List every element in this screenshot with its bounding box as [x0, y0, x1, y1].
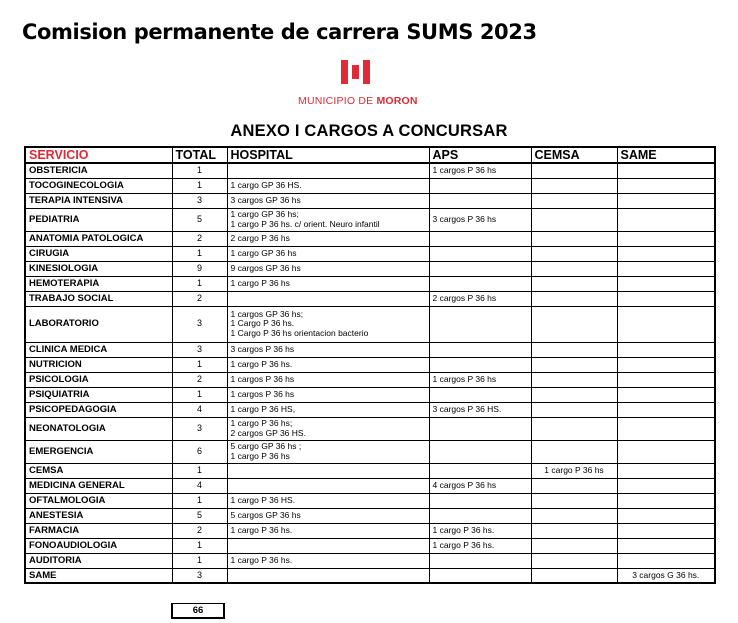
aps-cell — [429, 276, 531, 291]
hospital-cell — [227, 306, 429, 342]
cemsa-cell — [531, 208, 617, 231]
hospital-cell — [227, 372, 429, 387]
table-header-row — [25, 147, 715, 163]
table-row — [25, 402, 715, 417]
servicio-cell: PEDIATRIA — [25, 208, 172, 231]
hospital-cell — [227, 493, 429, 508]
total-cell: 1 — [172, 387, 227, 402]
logo-caption — [298, 95, 418, 107]
hospital-cell — [227, 417, 429, 440]
total-cell: 3 — [172, 306, 227, 342]
same-cell — [617, 342, 715, 357]
same-cell — [617, 208, 715, 231]
total-cell: 3 — [172, 417, 227, 440]
table-row — [25, 508, 715, 523]
total-cell: 1 — [172, 178, 227, 193]
aps-cell: 4 cargos P 36 hs — [429, 478, 531, 493]
aps-cell: 1 cargos P 36 hs — [429, 163, 531, 178]
aps-cell — [429, 568, 531, 583]
hospital-line: 1 cargo P 36 HS. — [230, 494, 296, 505]
hospital-line: 1 cargos P 36 hs — [230, 373, 295, 384]
aps-cell: 3 cargos P 36 hs — [429, 208, 531, 231]
hospital-cell — [227, 246, 429, 261]
same-cell — [617, 478, 715, 493]
hospital-cell — [227, 463, 429, 478]
hospital-cell — [227, 523, 429, 538]
hospital-line: 1 cargo P 36 hs. — [230, 358, 293, 369]
same-cell — [617, 276, 715, 291]
servicio-cell: CIRUGIA — [25, 246, 172, 261]
same-cell — [617, 372, 715, 387]
table-row — [25, 261, 715, 276]
table-row — [25, 463, 715, 478]
total-cell: 2 — [172, 523, 227, 538]
servicio-cell: NEONATOLOGIA — [25, 417, 172, 440]
table-row — [25, 493, 715, 508]
hospital-line: 1 cargo P 36 hs. — [230, 554, 293, 565]
same-cell — [617, 440, 715, 463]
table-row — [25, 208, 715, 231]
hospital-line: 1 cargo GP 36 hs — [230, 247, 297, 258]
hospital-line: 1 cargos P 36 hs — [230, 388, 295, 399]
total-cell: 1 — [172, 357, 227, 372]
servicio-cell: FARMACIA — [25, 523, 172, 538]
table-row — [25, 178, 715, 193]
table-row — [25, 553, 715, 568]
hospital-line: 5 cargos GP 36 hs — [230, 509, 301, 520]
total-cell: 2 — [172, 291, 227, 306]
total-cell: 2 — [172, 372, 227, 387]
table-row — [25, 538, 715, 553]
aps-cell: 1 cargo P 36 hs. — [429, 538, 531, 553]
hospital-cell — [227, 231, 429, 246]
table-row — [25, 231, 715, 246]
hospital-line: 3 cargos GP 36 hs — [230, 194, 301, 205]
servicio-cell: EMERGENCIA — [25, 440, 172, 463]
hospital-line: 1 cargo P 36 hs; — [230, 418, 293, 428]
header-aps: APS — [429, 147, 531, 163]
servicio-cell: LABORATORIO — [25, 306, 172, 342]
hospital-cell — [227, 568, 429, 583]
same-cell — [617, 508, 715, 523]
cemsa-cell — [531, 493, 617, 508]
aps-cell — [429, 342, 531, 357]
aps-cell — [429, 357, 531, 372]
hospital-cell — [227, 357, 429, 372]
same-cell — [617, 291, 715, 306]
same-cell — [617, 246, 715, 261]
same-cell — [617, 261, 715, 276]
hospital-cell — [227, 208, 429, 231]
total-cell: 1 — [172, 163, 227, 178]
cemsa-cell — [531, 342, 617, 357]
hospital-line: 1 Cargo P 36 hs orientacion bacterio — [230, 327, 369, 338]
hospital-cell — [227, 538, 429, 553]
table-row — [25, 387, 715, 402]
hospital-line: 1 cargo P 36 hs — [230, 450, 290, 461]
cemsa-cell — [531, 193, 617, 208]
aps-cell — [429, 193, 531, 208]
servicio-cell: AUDITORIA — [25, 553, 172, 568]
hospital-cell — [227, 402, 429, 417]
table-row — [25, 357, 715, 372]
cemsa-cell — [531, 357, 617, 372]
aps-cell — [429, 493, 531, 508]
hospital-cell — [227, 342, 429, 357]
cemsa-cell — [531, 387, 617, 402]
aps-cell: 1 cargos P 36 hs — [429, 372, 531, 387]
table-row — [25, 246, 715, 261]
same-cell — [617, 387, 715, 402]
same-cell — [617, 163, 715, 178]
table-row — [25, 163, 715, 178]
total-cell: 2 — [172, 231, 227, 246]
cemsa-cell — [531, 306, 617, 342]
header-same: SAME — [617, 147, 715, 163]
total-cell: 1 — [172, 493, 227, 508]
logo-prefix: MUNICIPIO DE — [298, 95, 374, 107]
servicio-cell: OFTALMOLOGIA — [25, 493, 172, 508]
cemsa-cell — [531, 508, 617, 523]
hospital-line: 1 Cargo P 36 hs. — [230, 318, 295, 329]
total-cell: 1 — [172, 246, 227, 261]
servicio-cell: PSICOPEDAGOGIA — [25, 402, 172, 417]
servicio-cell: PSICOLOGIA — [25, 372, 172, 387]
hospital-cell — [227, 440, 429, 463]
cemsa-cell — [531, 246, 617, 261]
hospital-line: 1 cargo GP 36 hs; — [230, 209, 299, 219]
servicio-cell: KINESIOLOGIA — [25, 261, 172, 276]
aps-cell — [429, 387, 531, 402]
same-cell — [617, 193, 715, 208]
hospital-cell — [227, 261, 429, 276]
hospital-line: 2 cargo P 36 hs — [230, 232, 290, 243]
aps-cell — [429, 178, 531, 193]
aps-cell — [429, 246, 531, 261]
hospital-cell — [227, 553, 429, 568]
header-cemsa: CEMSA — [531, 147, 617, 163]
table-row — [25, 440, 715, 463]
cemsa-cell — [531, 568, 617, 583]
hospital-line: 3 cargos P 36 hs — [230, 343, 295, 354]
servicio-cell: TOCOGINECOLOGIA — [25, 178, 172, 193]
servicio-cell: TRABAJO SOCIAL — [25, 291, 172, 306]
total-cell: 1 — [172, 553, 227, 568]
cemsa-cell — [531, 178, 617, 193]
table-row — [25, 291, 715, 306]
hospital-line: 1 cargo GP 36 HS. — [230, 179, 302, 190]
servicio-cell: FONOAUDIOLOGIA — [25, 538, 172, 553]
same-cell — [617, 463, 715, 478]
positions-table — [24, 146, 716, 584]
servicio-cell: ANESTESIA — [25, 508, 172, 523]
hospital-line: 1 cargo P 36 HS, — [230, 403, 296, 414]
table-row — [25, 568, 715, 583]
servicio-cell: MEDICINA GENERAL — [25, 478, 172, 493]
hospital-cell — [227, 508, 429, 523]
same-cell — [617, 523, 715, 538]
total-cell: 4 — [172, 402, 227, 417]
table-row — [25, 478, 715, 493]
hospital-cell — [227, 193, 429, 208]
servicio-cell: NUTRICION — [25, 357, 172, 372]
same-cell — [617, 538, 715, 553]
cemsa-cell: 1 cargo P 36 hs — [531, 463, 617, 478]
hospital-cell — [227, 478, 429, 493]
table-row — [25, 342, 715, 357]
servicio-cell: CLINICA MEDICA — [25, 342, 172, 357]
municipio-moron-logo-icon — [341, 60, 371, 84]
cemsa-cell — [531, 523, 617, 538]
aps-cell — [429, 231, 531, 246]
cemsa-cell — [531, 291, 617, 306]
cemsa-cell — [531, 478, 617, 493]
total-cell: 1 — [172, 463, 227, 478]
hospital-line: 1 cargo P 36 hs. — [230, 524, 293, 535]
cemsa-cell — [531, 538, 617, 553]
aps-cell — [429, 440, 531, 463]
servicio-cell: ANATOMIA PATOLOGICA — [25, 231, 172, 246]
total-cell: 4 — [172, 478, 227, 493]
header-hospital: HOSPITAL — [227, 147, 429, 163]
hospital-cell — [227, 276, 429, 291]
same-cell — [617, 306, 715, 342]
total-cell: 1 — [172, 538, 227, 553]
servicio-cell: PSIQUIATRIA — [25, 387, 172, 402]
aps-cell — [429, 306, 531, 342]
hospital-line: 1 cargo P 36 hs. c/ orient. Neuro infantil — [230, 218, 380, 229]
hospital-cell — [227, 178, 429, 193]
servicio-cell: HEMOTERAPIA — [25, 276, 172, 291]
hospital-line: 1 cargos GP 36 hs; — [230, 308, 304, 319]
cemsa-cell — [531, 261, 617, 276]
aps-cell — [429, 261, 531, 276]
aps-cell — [429, 553, 531, 568]
hospital-cell — [227, 387, 429, 402]
same-cell — [617, 553, 715, 568]
table-row — [25, 523, 715, 538]
table-row — [25, 417, 715, 440]
same-cell — [617, 402, 715, 417]
grand-total: 66 — [171, 603, 225, 619]
hospital-cell — [227, 163, 429, 178]
same-cell — [617, 493, 715, 508]
aps-cell — [429, 508, 531, 523]
same-cell — [617, 357, 715, 372]
table-row — [25, 372, 715, 387]
same-cell — [617, 417, 715, 440]
logo-name: MORON — [376, 95, 418, 107]
cemsa-cell — [531, 276, 617, 291]
header-total: TOTAL — [172, 147, 227, 163]
hospital-line: 9 cargos GP 36 hs — [230, 262, 301, 273]
total-cell: 9 — [172, 261, 227, 276]
hospital-line: 5 cargo GP 36 hs ; — [230, 441, 302, 451]
servicio-cell: TERAPIA INTENSIVA — [25, 193, 172, 208]
same-cell: 3 cargos G 36 hs. — [617, 568, 715, 583]
table-row — [25, 276, 715, 291]
aps-cell: 3 cargos P 36 HS. — [429, 402, 531, 417]
cemsa-cell — [531, 372, 617, 387]
aps-cell — [429, 463, 531, 478]
aps-cell: 1 cargo P 36 hs. — [429, 523, 531, 538]
servicio-cell: CEMSA — [25, 463, 172, 478]
cemsa-cell — [531, 553, 617, 568]
cemsa-cell — [531, 417, 617, 440]
servicio-cell: OBSTERICIA — [25, 163, 172, 178]
hospital-line: 1 cargo P 36 hs — [230, 277, 290, 288]
total-cell: 3 — [172, 193, 227, 208]
same-cell — [617, 178, 715, 193]
total-cell: 6 — [172, 440, 227, 463]
aps-cell: 2 cargos P 36 hs — [429, 291, 531, 306]
total-cell: 3 — [172, 568, 227, 583]
hospital-cell — [227, 291, 429, 306]
document-title: Comision permanente de carrera SUMS 2023 — [22, 20, 537, 44]
cemsa-cell — [531, 231, 617, 246]
cemsa-cell — [531, 440, 617, 463]
total-cell: 1 — [172, 276, 227, 291]
same-cell — [617, 231, 715, 246]
total-cell: 5 — [172, 508, 227, 523]
aps-cell — [429, 417, 531, 440]
annex-title: ANEXO I CARGOS A CONCURSAR — [230, 122, 508, 140]
hospital-line: 2 cargos GP 36 HS. — [230, 427, 306, 438]
total-cell: 3 — [172, 342, 227, 357]
table-row — [25, 306, 715, 342]
table-row — [25, 193, 715, 208]
cemsa-cell — [531, 163, 617, 178]
total-cell: 5 — [172, 208, 227, 231]
cemsa-cell — [531, 402, 617, 417]
servicio-cell: SAME — [25, 568, 172, 583]
header-servicio: SERVICIO — [25, 147, 172, 163]
